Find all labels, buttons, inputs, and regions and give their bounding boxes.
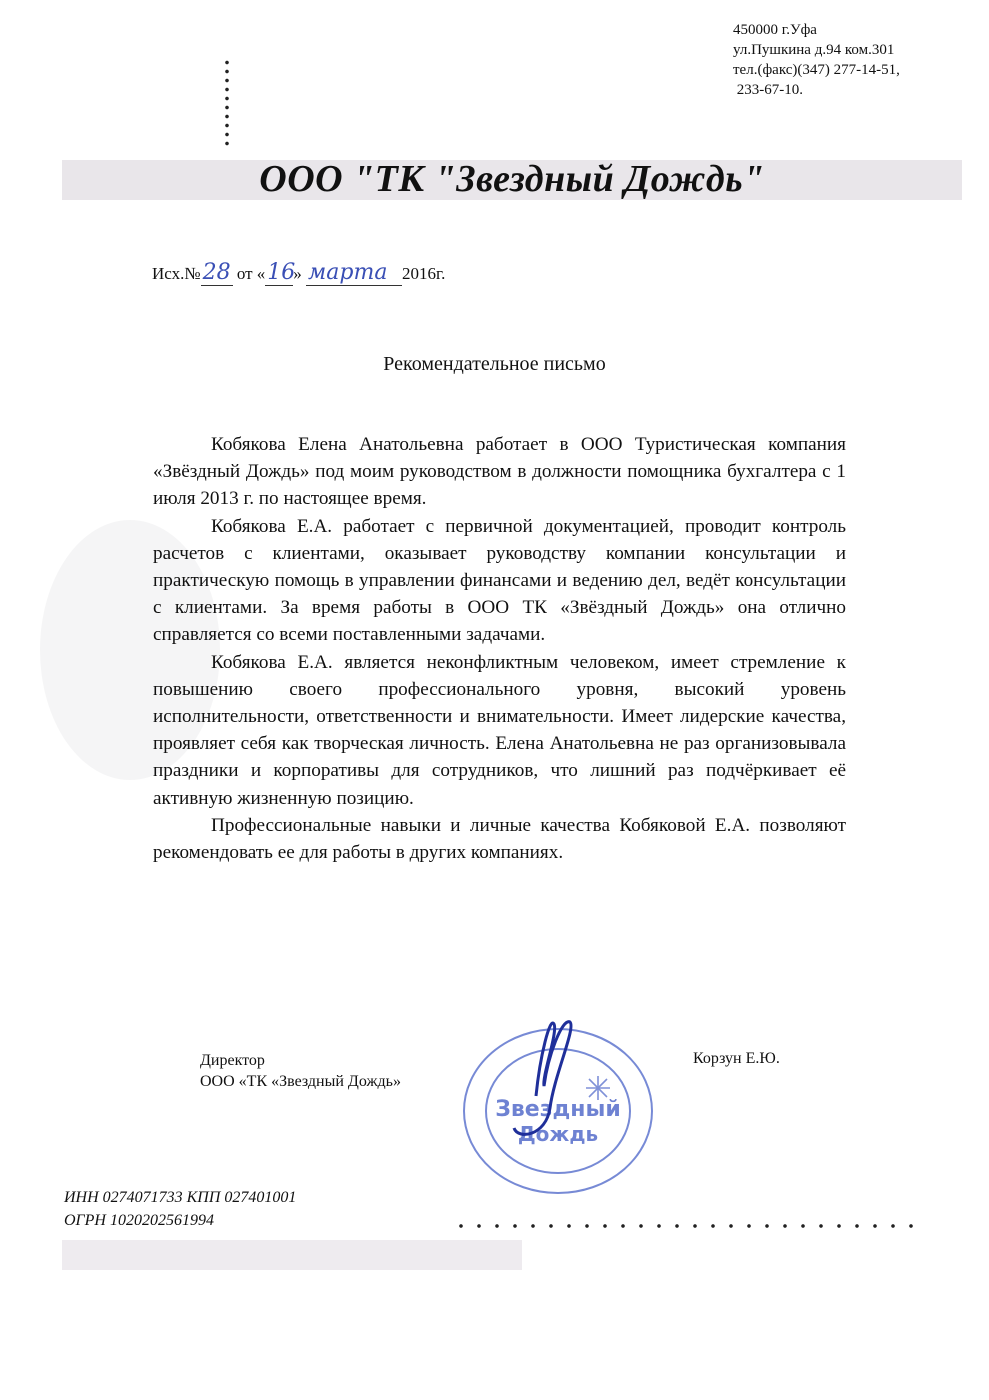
decorative-dots-vertical: [224, 58, 230, 150]
body-paragraph: Кобякова Е.А. является неконфликтным человеком, имеет стремление к повышению своего профессионального уровня, высокий уровень исполнительности, ответственности и внимательности. Имеет лидерские качества, проявляет себя как творческая личность. Елена Анатольевна не раз организовывала праздники и корпоративы для сотрудников, что лишний раз подчёркивает её активную жизненную позицию.: [153, 651, 846, 809]
company-stamp: [458, 1016, 658, 1196]
outgoing-reference: [152, 260, 445, 286]
ref-day: 16: [267, 260, 296, 285]
registration-details: [64, 1186, 296, 1232]
signatory-name: Корзун Е.Ю.: [693, 1050, 780, 1067]
body-paragraph: Профессиональные навыки и личные качества Кобяковой Е.А. позволяют рекомендовать ее для работы в других компаниях.: [153, 814, 846, 864]
signatory-block: [200, 1050, 401, 1092]
ogrn: ОГРН 1020202561994: [64, 1212, 214, 1229]
ref-from: от «: [236, 264, 266, 283]
stamp-text-2: Дождь: [517, 1122, 599, 1146]
ref-month: марта: [306, 260, 402, 286]
footer-band: [62, 1240, 522, 1270]
company-name: ООО "ТК "Звездный Дождь": [259, 158, 765, 200]
document-title: Рекомендательное письмо: [383, 353, 606, 375]
stamp-star-icon: [586, 1076, 610, 1100]
body-paragraph: Кобякова Елена Анатольевна работает в ООО Туристическая компания «Звёздный Дождь» под моим руководством в должности помощника бухгалтера с 1 июля 2013 г. по настоящее время.: [153, 434, 846, 510]
inn-kpp: ИНН 0274071733 КПП 027401001: [64, 1189, 297, 1206]
stamp-text-1: Звездный: [495, 1097, 621, 1122]
signatory-organization: ООО «ТК «Звездный Дождь»: [200, 1073, 401, 1090]
ref-year: 2016г.: [402, 264, 446, 283]
ref-close-quote: »: [293, 264, 302, 283]
letter-body: [153, 431, 846, 866]
decorative-dots-horizontal: [452, 1222, 918, 1230]
address-line: 450000 г.Уфа: [733, 22, 817, 38]
address-line: 233-67-10.: [733, 82, 803, 98]
company-address: [733, 20, 900, 100]
ref-prefix: Исх.№: [152, 264, 201, 283]
signatory-position: Директор: [200, 1052, 265, 1069]
body-paragraph: Кобякова Е.А. работает с первичной документацией, проводит контроль расчетов с клиентами, оказывает руководству компании консультации и практическую помощь в управлении финансами и ведению дел, ведёт консультации с клиентами. За время работы в ООО ТК «Звёздный Дождь» она отлично справляется со всеми поставленными задачами.: [153, 515, 846, 646]
address-line: тел.(факс)(347) 277-14-51,: [733, 62, 900, 78]
address-line: ул.Пушкина д.94 ком.301: [733, 42, 895, 58]
ref-number: 28: [202, 260, 231, 285]
